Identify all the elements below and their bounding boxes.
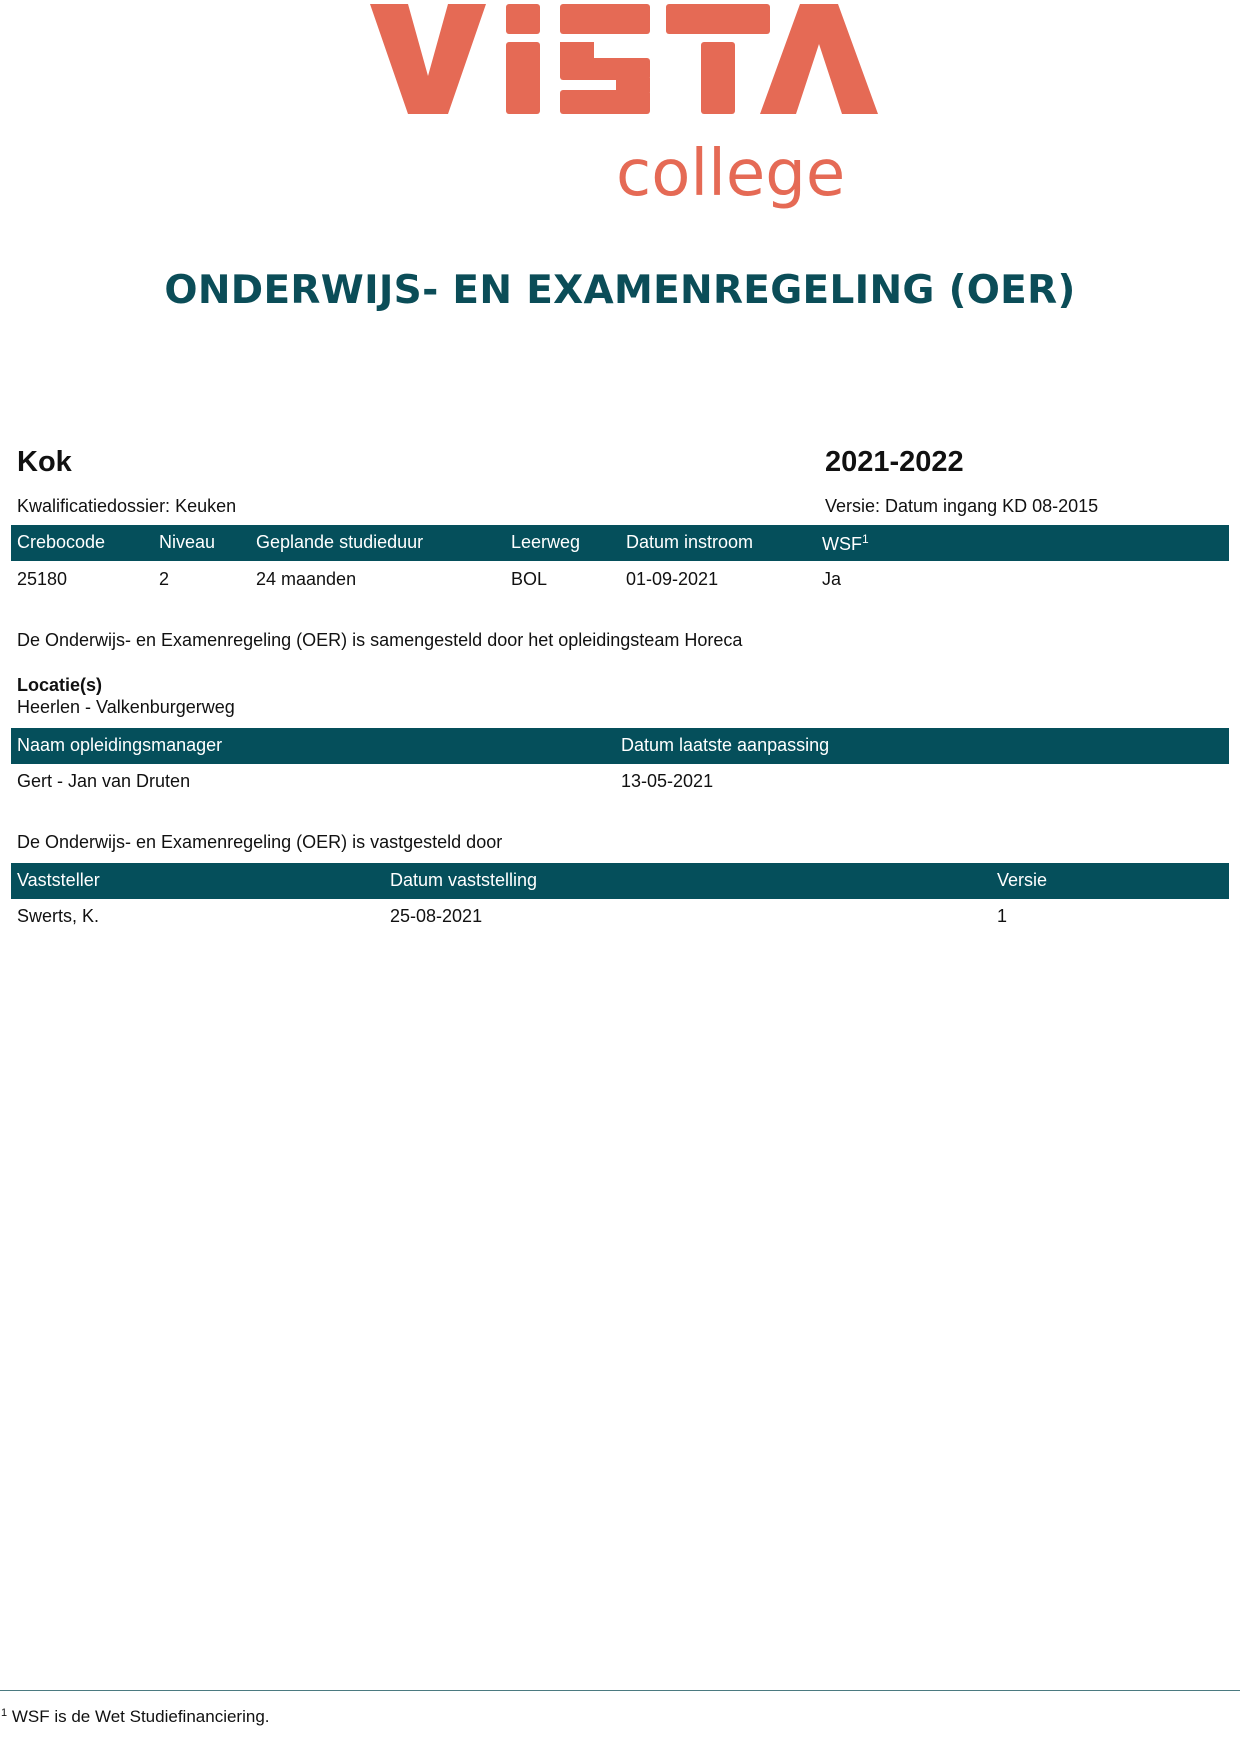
course-table-row xyxy=(11,562,1229,598)
header-wsf xyxy=(822,532,869,555)
header-crebocode: Crebocode xyxy=(17,532,106,552)
cell-datum-instroom: 01-09-2021 xyxy=(626,569,719,589)
wsf-label: WSF xyxy=(822,534,862,554)
established-by-text: De Onderwijs- en Examenregeling (OER) is vastgesteld door xyxy=(17,832,503,852)
footnote-mark: 1 xyxy=(1,1707,8,1719)
established-table-header xyxy=(11,863,1229,899)
header-studieduur: Geplande studieduur xyxy=(256,532,424,552)
vista-college-logo xyxy=(360,0,880,210)
footnote-text: WSF is de Wet Studiefinanciering. xyxy=(11,1707,270,1726)
footnote-divider xyxy=(0,1690,1240,1691)
cell-studieduur: 24 maanden xyxy=(256,569,357,589)
header-laatste-aanpassing: Datum laatste aanpassing xyxy=(621,735,830,755)
header-niveau: Niveau xyxy=(159,532,216,552)
cell-niveau: 2 xyxy=(159,569,170,589)
established-table-row xyxy=(11,899,1229,935)
cell-laatste-aanpassing: 13-05-2021 xyxy=(621,771,714,791)
footnote xyxy=(1,1707,270,1727)
footnote-ref: 1 xyxy=(862,532,869,546)
qualification-version: Versie: Datum ingang KD 08-2015 xyxy=(825,496,1099,516)
header-datum-instroom: Datum instroom xyxy=(626,532,754,552)
header-versie: Versie xyxy=(997,870,1048,890)
header-opleidingsmanager: Naam opleidingsmanager xyxy=(17,735,223,755)
manager-table-header xyxy=(11,728,1229,764)
cell-leerweg: BOL xyxy=(511,569,548,589)
location-label: Locatie(s) xyxy=(17,675,103,695)
qualification-dossier: Kwalificatiedossier: Keuken xyxy=(17,496,237,516)
course-name: Kok xyxy=(17,446,72,478)
header-leerweg: Leerweg xyxy=(511,532,581,552)
cell-opleidingsmanager: Gert - Jan van Druten xyxy=(17,771,191,791)
document-title: ONDERWIJS- EN EXAMENREGELING (OER) xyxy=(164,268,1076,313)
svg-text:college: college xyxy=(616,137,846,210)
course-table-header xyxy=(11,525,1229,561)
cell-crebocode: 25180 xyxy=(17,569,68,589)
composed-by-text: De Onderwijs- en Examenregeling (OER) is samengesteld door het opleidingsteam Horeca xyxy=(17,630,743,650)
header-vaststeller: Vaststeller xyxy=(17,870,100,890)
header-datum-vaststelling: Datum vaststelling xyxy=(390,870,538,890)
cell-datum-vaststelling: 25-08-2021 xyxy=(390,906,483,926)
cell-wsf: Ja xyxy=(822,569,842,589)
location-value: Heerlen - Valkenburgerweg xyxy=(17,697,235,717)
manager-table-row xyxy=(11,764,1229,800)
school-year: 2021-2022 xyxy=(825,446,964,478)
cell-vaststeller: Swerts, K. xyxy=(17,906,100,926)
cell-versie: 1 xyxy=(997,906,1008,926)
